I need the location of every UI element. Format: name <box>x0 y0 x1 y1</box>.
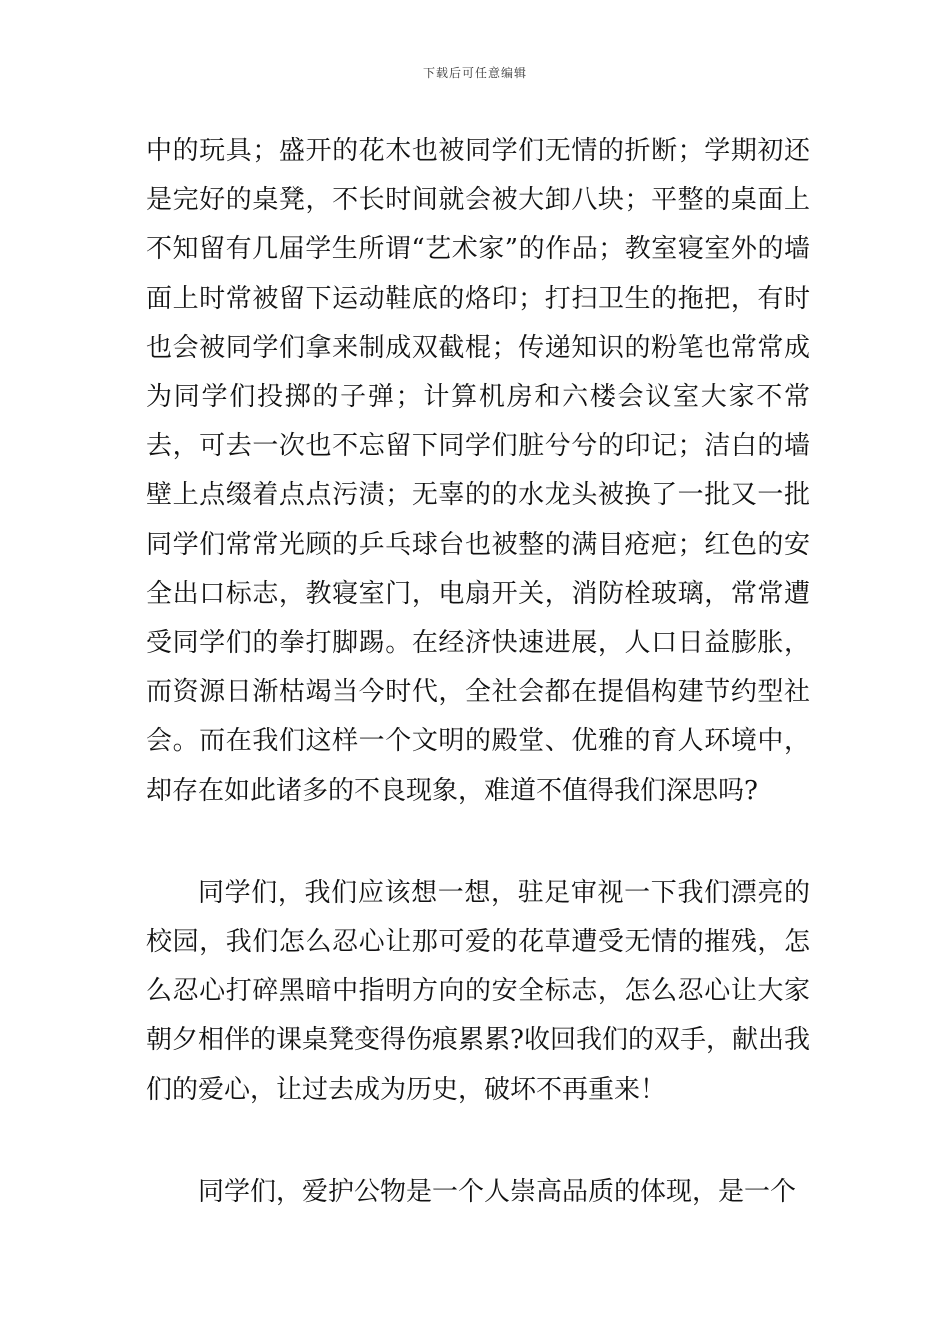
paragraph-gap <box>146 816 810 869</box>
paragraph-2: 同学们，我们应该想一想，驻足审视一下我们漂亮的校园，我们怎么忍心让那可爱的花草遭受无情的摧残，怎么忍心打碎黑暗中指明方向的安全标志，怎么忍心让大家朝夕相伴的课桌凳变得伤痕累累?收回我们的双手，献出我们的爱心，让过去成为历史，破坏不再重来！ <box>146 877 810 1105</box>
page-header: 下载后可任意编辑 <box>422 66 527 80</box>
paragraph-gap <box>146 1115 810 1168</box>
paragraph-1: 中的玩具；盛开的花木也被同学们无情的折断；学期初还是完好的桌凳，不长时间就会被大卸八块；平整的桌面上不知留有几届学生所谓“艺术家”的作品；教室寝室外的墙面上时常被留下运动鞋底的烙印；打扫卫生的拖把，有时也会被同学们拿来制成双截棍；传递知识的粉笔也常常成为同学们投掷的子弹；计算机房和六楼会议室大家不常去，可去一次也不忘留下同学们脏兮兮的印记；洁白的墙壁上点缀着点点污渍；无辜的的水龙头被换了一批又一批同学们常常光顾的乒乓球台也被整的满目疮疤；红色的安全出口标志，教寝室门，电扇开关，消防栓玻璃，常常遭受同学们的拳打脚踢。在经济快速进展，人口日益膨胀，而资源日渐枯竭当今时代，全社会都在提倡构建节约型社会。而在我们这样一个文明的殿堂、优雅的育人环境中，却存在如此诸多的不良现象，难道不值得我们深思吗? <box>146 136 810 806</box>
paragraph-3: 同学们，爱护公物是一个人崇高品质的体现，是一个 <box>198 1176 797 1207</box>
document-body <box>146 127 810 1217</box>
